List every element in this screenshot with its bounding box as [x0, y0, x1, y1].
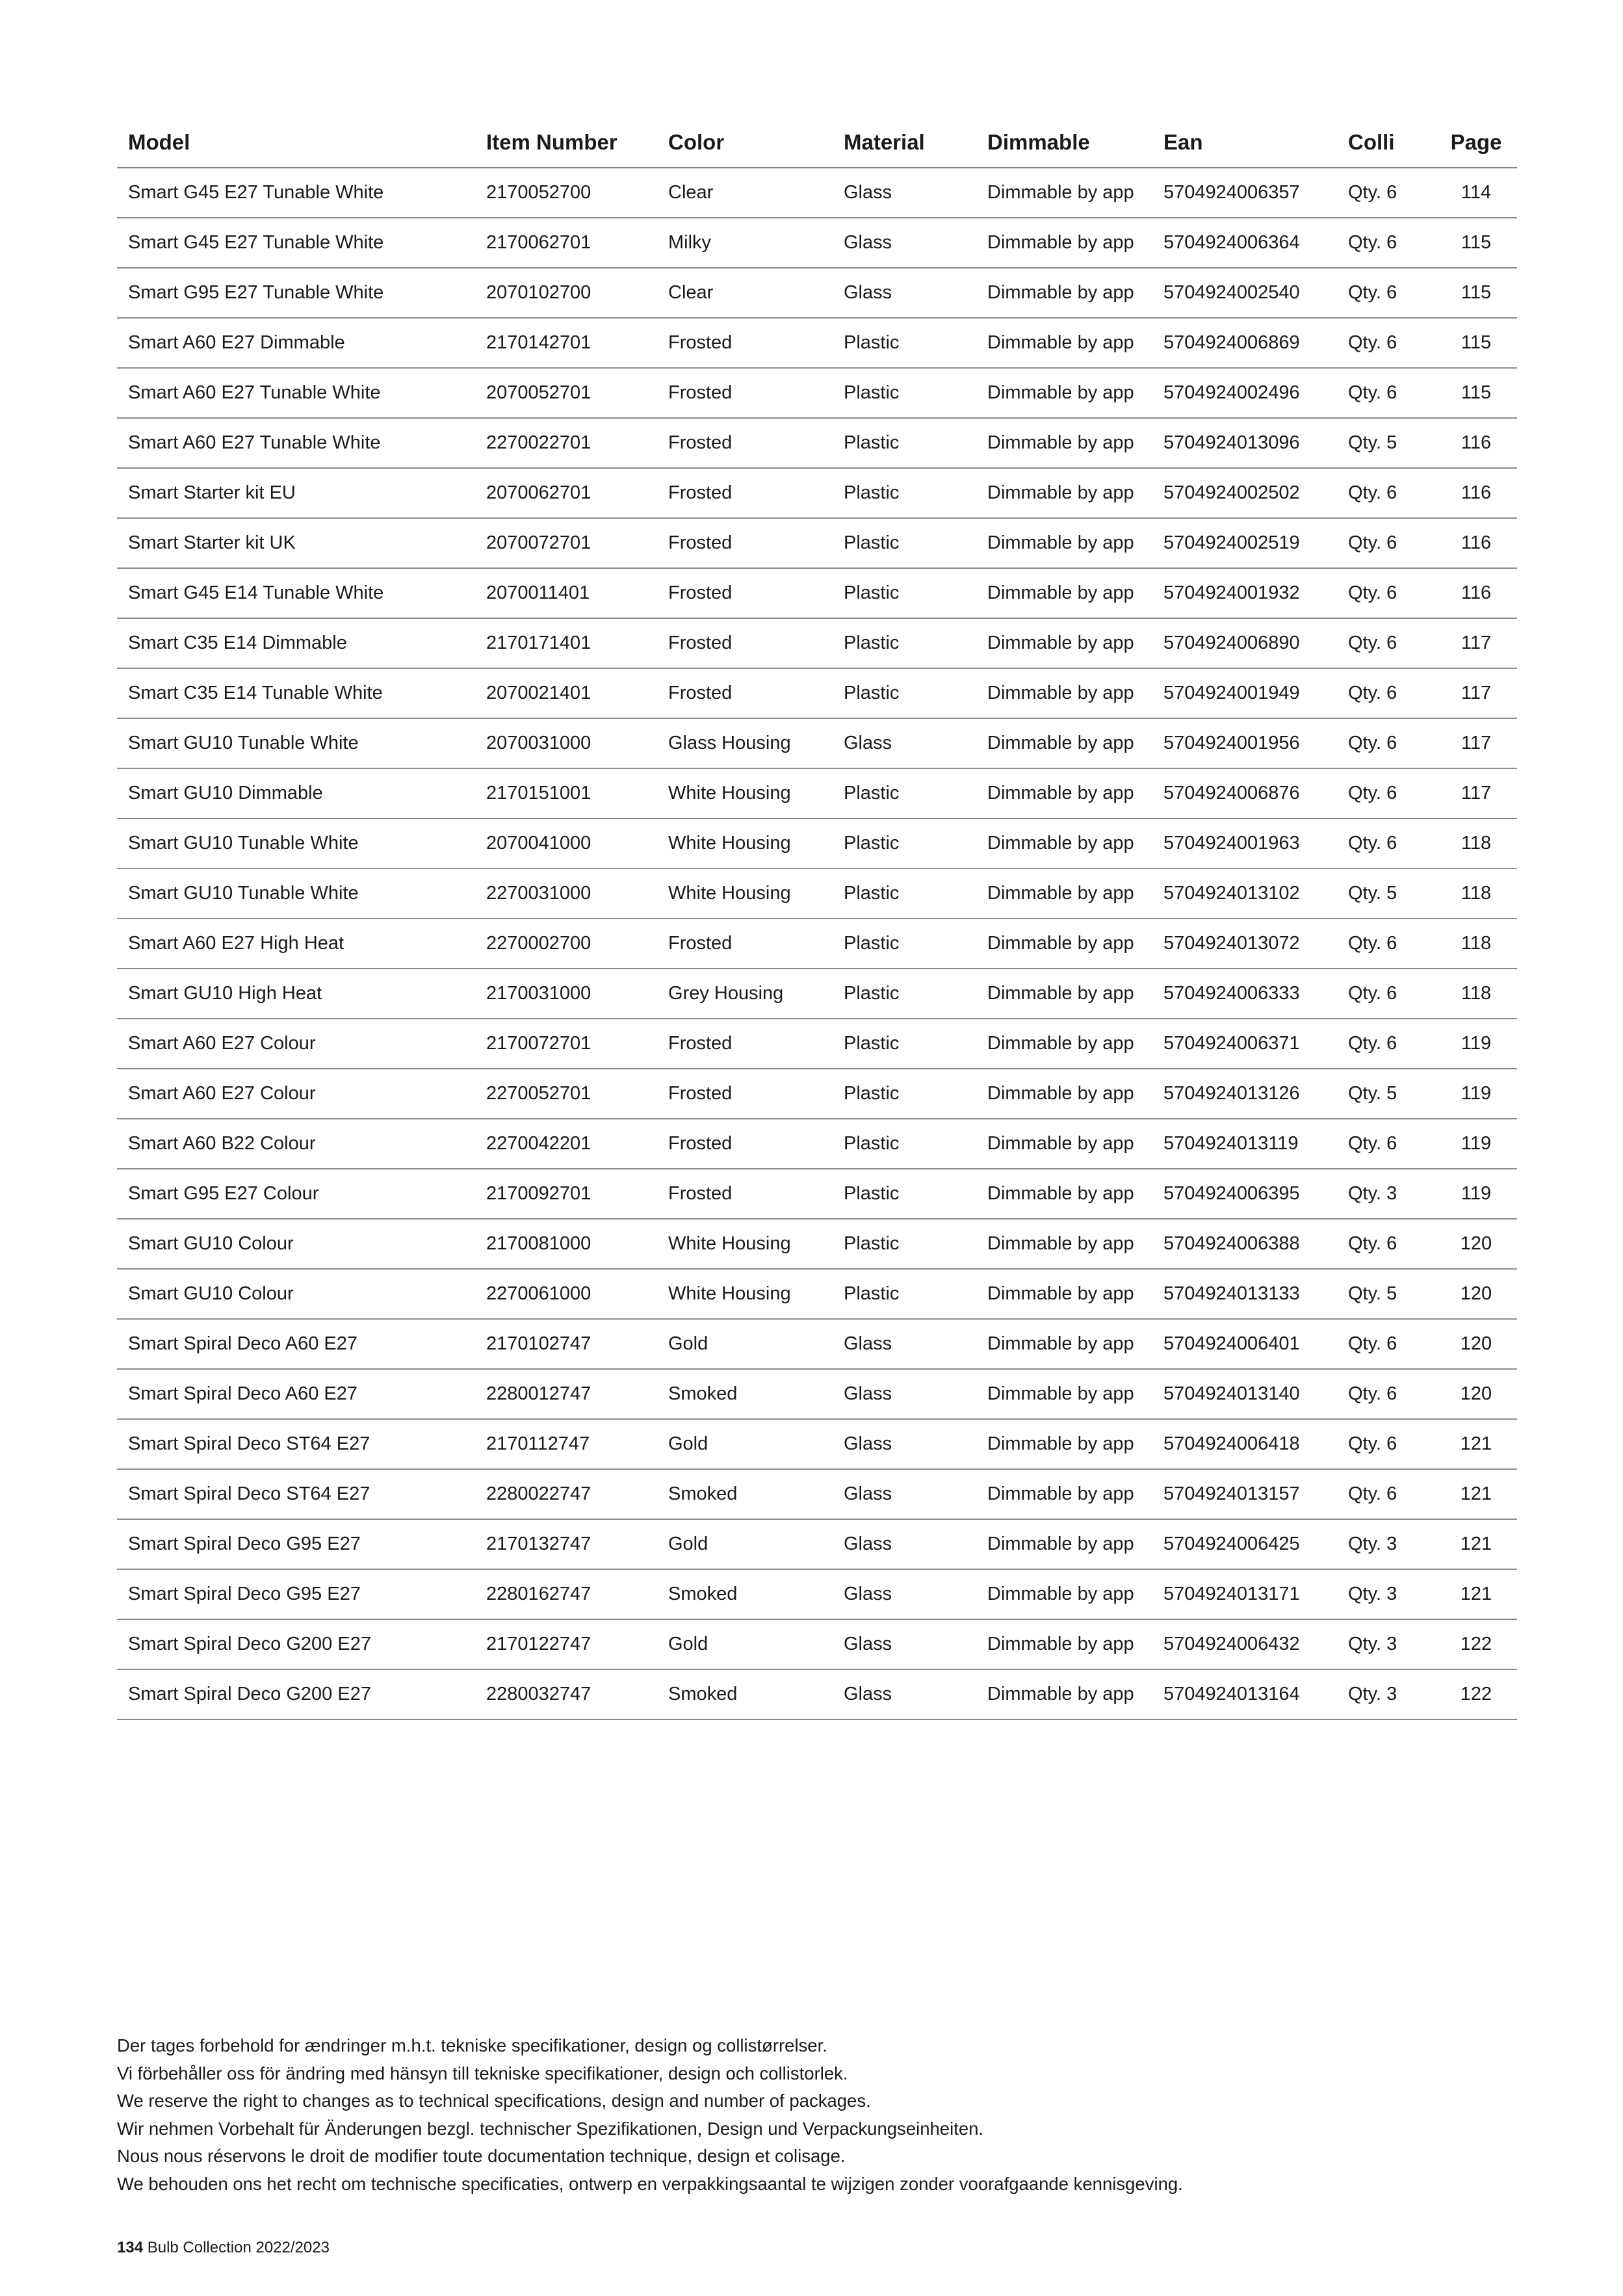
table-row: [117, 1069, 1517, 1119]
cell-page: 119: [1435, 1119, 1517, 1169]
cell-colli: Qty. 6: [1337, 1419, 1435, 1469]
cell-ean: 5704924006425: [1152, 1519, 1337, 1569]
table-row: [117, 1419, 1517, 1469]
cell-dimmable: Dimmable by app: [976, 969, 1152, 1019]
cell-material: Plastic: [833, 868, 976, 919]
header-model: Model: [117, 117, 475, 168]
cell-color: Gold: [657, 1519, 833, 1569]
cell-model: Smart C35 E14 Tunable White: [117, 668, 475, 718]
cell-item-number: 2270061000: [475, 1269, 657, 1319]
table-row: [117, 919, 1517, 969]
cell-ean: 5704924006890: [1152, 618, 1337, 668]
cell-ean: 5704924006333: [1152, 969, 1337, 1019]
cell-colli: Qty. 6: [1337, 268, 1435, 318]
cell-item-number: 2170151001: [475, 768, 657, 818]
cell-ean: 5704924002519: [1152, 518, 1337, 568]
cell-material: Plastic: [833, 518, 976, 568]
table-row: [117, 418, 1517, 468]
cell-item-number: 2070062701: [475, 468, 657, 518]
cell-colli: Qty. 6: [1337, 1019, 1435, 1069]
cell-dimmable: Dimmable by app: [976, 618, 1152, 668]
cell-colli: Qty. 6: [1337, 368, 1435, 418]
table-row: [117, 368, 1517, 418]
cell-color: Smoked: [657, 1669, 833, 1719]
cell-color: Frosted: [657, 668, 833, 718]
page-number: 134: [117, 2239, 144, 2256]
cell-item-number: 2170122747: [475, 1619, 657, 1669]
cell-ean: 5704924013140: [1152, 1369, 1337, 1419]
cell-dimmable: Dimmable by app: [976, 1019, 1152, 1069]
cell-ean: 5704924013096: [1152, 418, 1337, 468]
cell-model: Smart A60 E27 Colour: [117, 1019, 475, 1069]
cell-page: 121: [1435, 1419, 1517, 1469]
cell-model: Smart Spiral Deco G95 E27: [117, 1569, 475, 1619]
cell-page: 117: [1435, 768, 1517, 818]
cell-page: 115: [1435, 268, 1517, 318]
cell-colli: Qty. 3: [1337, 1169, 1435, 1219]
cell-dimmable: Dimmable by app: [976, 768, 1152, 818]
cell-page: 116: [1435, 418, 1517, 468]
table-header-row: [117, 117, 1517, 168]
cell-material: Plastic: [833, 1219, 976, 1269]
cell-model: Smart G95 E27 Colour: [117, 1169, 475, 1219]
cell-item-number: 2070041000: [475, 818, 657, 868]
cell-material: Glass: [833, 1369, 976, 1419]
cell-dimmable: Dimmable by app: [976, 1519, 1152, 1569]
cell-ean: 5704924013102: [1152, 868, 1337, 919]
cell-material: Glass: [833, 1569, 976, 1619]
cell-item-number: 2270042201: [475, 1119, 657, 1169]
cell-page: 117: [1435, 618, 1517, 668]
cell-item-number: 2270031000: [475, 868, 657, 919]
cell-item-number: 2170112747: [475, 1419, 657, 1469]
cell-model: Smart GU10 Colour: [117, 1269, 475, 1319]
cell-colli: Qty. 6: [1337, 168, 1435, 218]
cell-colli: Qty. 6: [1337, 768, 1435, 818]
cell-ean: 5704924013119: [1152, 1119, 1337, 1169]
table-row: [117, 618, 1517, 668]
cell-item-number: 2170142701: [475, 318, 657, 368]
disclaimer-line-nl: We behouden ons het recht om technische specificaties, ontwerp en verpakkingsaantal te wijzigen zonder voorafgaande kennisgeving.: [117, 2173, 1183, 2194]
cell-model: Smart A60 E27 Tunable White: [117, 368, 475, 418]
cell-colli: Qty. 6: [1337, 1469, 1435, 1519]
cell-material: Glass: [833, 168, 976, 218]
cell-color: Frosted: [657, 418, 833, 468]
cell-item-number: 2270022701: [475, 418, 657, 468]
cell-color: Glass Housing: [657, 718, 833, 768]
cell-color: Gold: [657, 1419, 833, 1469]
cell-ean: 5704924006364: [1152, 218, 1337, 268]
cell-ean: 5704924001956: [1152, 718, 1337, 768]
cell-color: White Housing: [657, 868, 833, 919]
cell-colli: Qty. 5: [1337, 1069, 1435, 1119]
header-ean: Ean: [1152, 117, 1337, 168]
cell-page: 118: [1435, 818, 1517, 868]
cell-color: White Housing: [657, 1219, 833, 1269]
cell-dimmable: Dimmable by app: [976, 1319, 1152, 1369]
cell-material: Plastic: [833, 618, 976, 668]
cell-dimmable: Dimmable by app: [976, 368, 1152, 418]
cell-ean: 5704924006869: [1152, 318, 1337, 368]
table-row: [117, 718, 1517, 768]
cell-color: Frosted: [657, 1119, 833, 1169]
cell-dimmable: Dimmable by app: [976, 1469, 1152, 1519]
cell-model: Smart A60 E27 High Heat: [117, 919, 475, 969]
cell-item-number: 2170081000: [475, 1219, 657, 1269]
cell-item-number: 2070021401: [475, 668, 657, 718]
cell-color: Smoked: [657, 1369, 833, 1419]
cell-page: 122: [1435, 1669, 1517, 1719]
cell-dimmable: Dimmable by app: [976, 418, 1152, 468]
disclaimer-line-sv: Vi förbehåller oss för ändring med hänsyn till tekniske specifikationer, design och collistorlek.: [117, 2063, 848, 2083]
cell-page: 116: [1435, 518, 1517, 568]
table-row: [117, 818, 1517, 868]
cell-material: Plastic: [833, 1119, 976, 1169]
cell-model: Smart G45 E27 Tunable White: [117, 168, 475, 218]
disclaimer-line-de: Wir nehmen Vorbehalt für Änderungen bezgl. technischer Spezifikationen, Design und Verpackungseinheiten.: [117, 2118, 984, 2139]
cell-dimmable: Dimmable by app: [976, 1269, 1152, 1319]
cell-page: 119: [1435, 1019, 1517, 1069]
cell-model: Smart GU10 Tunable White: [117, 818, 475, 868]
cell-page: 120: [1435, 1319, 1517, 1369]
cell-material: Glass: [833, 1319, 976, 1369]
header-color: Color: [657, 117, 833, 168]
cell-material: Glass: [833, 218, 976, 268]
cell-ean: 5704924006395: [1152, 1169, 1337, 1219]
cell-ean: 5704924006876: [1152, 768, 1337, 818]
cell-model: Smart GU10 Tunable White: [117, 868, 475, 919]
cell-page: 116: [1435, 568, 1517, 618]
cell-color: Frosted: [657, 1019, 833, 1069]
cell-model: Smart Spiral Deco ST64 E27: [117, 1469, 475, 1519]
table-row: [117, 1119, 1517, 1169]
cell-model: Smart Spiral Deco G95 E27: [117, 1519, 475, 1569]
cell-dimmable: Dimmable by app: [976, 919, 1152, 969]
cell-model: Smart A60 E27 Dimmable: [117, 318, 475, 368]
cell-material: Glass: [833, 1419, 976, 1469]
cell-colli: Qty. 6: [1337, 218, 1435, 268]
disclaimer-line-en: We reserve the right to changes as to technical specifications, design and number of packages.: [117, 2091, 871, 2111]
cell-page: 117: [1435, 668, 1517, 718]
table-row: [117, 1469, 1517, 1519]
cell-item-number: 2170132747: [475, 1519, 657, 1569]
cell-colli: Qty. 6: [1337, 618, 1435, 668]
cell-color: Frosted: [657, 919, 833, 969]
cell-colli: Qty. 6: [1337, 718, 1435, 768]
cell-material: Glass: [833, 1469, 976, 1519]
publication-title: Bulb Collection 2022/2023: [147, 2239, 330, 2256]
cell-model: Smart GU10 High Heat: [117, 969, 475, 1019]
cell-color: Smoked: [657, 1569, 833, 1619]
cell-page: 115: [1435, 368, 1517, 418]
cell-color: Smoked: [657, 1469, 833, 1519]
cell-colli: Qty. 6: [1337, 668, 1435, 718]
cell-material: Plastic: [833, 468, 976, 518]
cell-model: Smart Starter kit UK: [117, 518, 475, 568]
cell-page: 119: [1435, 1069, 1517, 1119]
cell-page: 117: [1435, 718, 1517, 768]
cell-color: Gold: [657, 1619, 833, 1669]
cell-page: 121: [1435, 1469, 1517, 1519]
table-row: [117, 1519, 1517, 1569]
table-row: [117, 1219, 1517, 1269]
cell-dimmable: Dimmable by app: [976, 318, 1152, 368]
cell-item-number: 2170052700: [475, 168, 657, 218]
cell-dimmable: Dimmable by app: [976, 168, 1152, 218]
table-row: [117, 1619, 1517, 1669]
cell-model: Smart G95 E27 Tunable White: [117, 268, 475, 318]
cell-ean: 5704924013133: [1152, 1269, 1337, 1319]
cell-material: Glass: [833, 718, 976, 768]
table-row: [117, 168, 1517, 218]
table-row: [117, 668, 1517, 718]
cell-item-number: 2280032747: [475, 1669, 657, 1719]
cell-page: 119: [1435, 1169, 1517, 1219]
cell-colli: Qty. 6: [1337, 1119, 1435, 1169]
cell-material: Plastic: [833, 969, 976, 1019]
cell-dimmable: Dimmable by app: [976, 1419, 1152, 1469]
cell-ean: 5704924013171: [1152, 1569, 1337, 1619]
cell-item-number: 2280022747: [475, 1469, 657, 1519]
cell-dimmable: Dimmable by app: [976, 818, 1152, 868]
cell-colli: Qty. 6: [1337, 818, 1435, 868]
cell-item-number: 2170031000: [475, 969, 657, 1019]
cell-dimmable: Dimmable by app: [976, 1169, 1152, 1219]
cell-ean: 5704924013164: [1152, 1669, 1337, 1719]
cell-material: Plastic: [833, 1069, 976, 1119]
cell-ean: 5704924001932: [1152, 568, 1337, 618]
cell-colli: Qty. 6: [1337, 318, 1435, 368]
cell-model: Smart Spiral Deco G200 E27: [117, 1619, 475, 1669]
header-colli: Colli: [1337, 117, 1435, 168]
header-material: Material: [833, 117, 976, 168]
header-page: Page: [1435, 117, 1517, 168]
cell-ean: 5704924013072: [1152, 919, 1337, 969]
cell-material: Glass: [833, 1669, 976, 1719]
cell-page: 118: [1435, 919, 1517, 969]
table-row: [117, 218, 1517, 268]
cell-item-number: 2170171401: [475, 618, 657, 668]
cell-model: Smart Starter kit EU: [117, 468, 475, 518]
cell-item-number: 2070011401: [475, 568, 657, 618]
cell-page: 118: [1435, 868, 1517, 919]
cell-dimmable: Dimmable by app: [976, 218, 1152, 268]
cell-dimmable: Dimmable by app: [976, 1569, 1152, 1619]
cell-dimmable: Dimmable by app: [976, 568, 1152, 618]
cell-color: Clear: [657, 168, 833, 218]
cell-item-number: 2070031000: [475, 718, 657, 768]
cell-colli: Qty. 5: [1337, 418, 1435, 468]
cell-model: Smart C35 E14 Dimmable: [117, 618, 475, 668]
cell-dimmable: Dimmable by app: [976, 1119, 1152, 1169]
cell-page: 121: [1435, 1519, 1517, 1569]
cell-ean: 5704924006401: [1152, 1319, 1337, 1369]
cell-item-number: 2280012747: [475, 1369, 657, 1419]
cell-page: 121: [1435, 1569, 1517, 1619]
header-item-number: Item Number: [475, 117, 657, 168]
cell-ean: 5704924006388: [1152, 1219, 1337, 1269]
cell-color: Milky: [657, 218, 833, 268]
cell-colli: Qty. 6: [1337, 518, 1435, 568]
cell-colli: Qty. 5: [1337, 868, 1435, 919]
cell-page: 115: [1435, 318, 1517, 368]
cell-colli: Qty. 6: [1337, 1319, 1435, 1369]
cell-model: Smart GU10 Tunable White: [117, 718, 475, 768]
cell-dimmable: Dimmable by app: [976, 718, 1152, 768]
cell-dimmable: Dimmable by app: [976, 668, 1152, 718]
cell-item-number: 2170062701: [475, 218, 657, 268]
cell-item-number: 2070102700: [475, 268, 657, 318]
cell-dimmable: Dimmable by app: [976, 518, 1152, 568]
cell-page: 122: [1435, 1619, 1517, 1669]
cell-ean: 5704924006357: [1152, 168, 1337, 218]
cell-material: Glass: [833, 1619, 976, 1669]
cell-color: White Housing: [657, 818, 833, 868]
table-row: [117, 969, 1517, 1019]
cell-material: Plastic: [833, 1269, 976, 1319]
cell-color: Frosted: [657, 618, 833, 668]
cell-ean: 5704924006418: [1152, 1419, 1337, 1469]
disclaimer: [117, 2032, 1183, 2198]
cell-material: Plastic: [833, 418, 976, 468]
cell-page: 118: [1435, 969, 1517, 1019]
cell-color: Grey Housing: [657, 969, 833, 1019]
cell-page: 120: [1435, 1269, 1517, 1319]
cell-color: White Housing: [657, 768, 833, 818]
cell-model: Smart G45 E27 Tunable White: [117, 218, 475, 268]
cell-colli: Qty. 3: [1337, 1519, 1435, 1569]
table-row: [117, 868, 1517, 919]
cell-material: Plastic: [833, 568, 976, 618]
table-row: [117, 318, 1517, 368]
cell-dimmable: Dimmable by app: [976, 1219, 1152, 1269]
cell-page: 120: [1435, 1219, 1517, 1269]
table-row: [117, 468, 1517, 518]
cell-dimmable: Dimmable by app: [976, 1619, 1152, 1669]
cell-dimmable: Dimmable by app: [976, 1069, 1152, 1119]
cell-colli: Qty. 6: [1337, 919, 1435, 969]
disclaimer-line-fr: Nous nous réservons le droit de modifier toute documentation technique, design et colisage.: [117, 2146, 846, 2166]
cell-item-number: 2280162747: [475, 1569, 657, 1619]
cell-colli: Qty. 3: [1337, 1569, 1435, 1619]
cell-item-number: 2170102747: [475, 1319, 657, 1369]
cell-colli: Qty. 6: [1337, 568, 1435, 618]
disclaimer-line-da: Der tages forbehold for ændringer m.h.t. tekniske specifikationer, design og collistørrelser.: [117, 2035, 827, 2055]
cell-color: White Housing: [657, 1269, 833, 1319]
cell-colli: Qty. 6: [1337, 1369, 1435, 1419]
header-dimmable: Dimmable: [976, 117, 1152, 168]
table-row: [117, 1269, 1517, 1319]
cell-dimmable: Dimmable by app: [976, 468, 1152, 518]
cell-dimmable: Dimmable by app: [976, 1369, 1152, 1419]
cell-page: 115: [1435, 218, 1517, 268]
cell-model: Smart GU10 Dimmable: [117, 768, 475, 818]
cell-model: Smart Spiral Deco ST64 E27: [117, 1419, 475, 1469]
cell-model: Smart A60 E27 Tunable White: [117, 418, 475, 468]
cell-model: Smart G45 E14 Tunable White: [117, 568, 475, 618]
cell-material: Plastic: [833, 318, 976, 368]
page-footer: [117, 2239, 330, 2257]
cell-colli: Qty. 6: [1337, 1219, 1435, 1269]
cell-material: Plastic: [833, 919, 976, 969]
cell-ean: 5704924002502: [1152, 468, 1337, 518]
cell-item-number: 2070072701: [475, 518, 657, 568]
cell-page: 116: [1435, 468, 1517, 518]
cell-color: Gold: [657, 1319, 833, 1369]
cell-item-number: 2170072701: [475, 1019, 657, 1069]
cell-material: Plastic: [833, 768, 976, 818]
cell-color: Frosted: [657, 368, 833, 418]
cell-material: Plastic: [833, 818, 976, 868]
cell-material: Glass: [833, 268, 976, 318]
cell-color: Frosted: [657, 518, 833, 568]
cell-colli: Qty. 6: [1337, 468, 1435, 518]
cell-ean: 5704924006371: [1152, 1019, 1337, 1069]
table-row: [117, 1669, 1517, 1719]
cell-color: Frosted: [657, 318, 833, 368]
cell-ean: 5704924001963: [1152, 818, 1337, 868]
cell-ean: 5704924013126: [1152, 1069, 1337, 1119]
cell-colli: Qty. 3: [1337, 1669, 1435, 1719]
cell-material: Plastic: [833, 368, 976, 418]
table-row: [117, 1569, 1517, 1619]
table-row: [117, 568, 1517, 618]
cell-ean: 5704924001949: [1152, 668, 1337, 718]
cell-material: Plastic: [833, 668, 976, 718]
cell-model: Smart Spiral Deco G200 E27: [117, 1669, 475, 1719]
cell-ean: 5704924002540: [1152, 268, 1337, 318]
cell-model: Smart Spiral Deco A60 E27: [117, 1319, 475, 1369]
table-row: [117, 768, 1517, 818]
cell-color: Frosted: [657, 1069, 833, 1119]
cell-material: Plastic: [833, 1019, 976, 1069]
product-table: [117, 117, 1517, 1720]
cell-model: Smart Spiral Deco A60 E27: [117, 1369, 475, 1419]
table-row: [117, 268, 1517, 318]
cell-page: 114: [1435, 168, 1517, 218]
cell-dimmable: Dimmable by app: [976, 1669, 1152, 1719]
cell-model: Smart A60 E27 Colour: [117, 1069, 475, 1119]
cell-color: Frosted: [657, 568, 833, 618]
table-row: [117, 1369, 1517, 1419]
table-row: [117, 1169, 1517, 1219]
table-row: [117, 1019, 1517, 1069]
cell-ean: 5704924002496: [1152, 368, 1337, 418]
cell-model: Smart GU10 Colour: [117, 1219, 475, 1269]
cell-colli: Qty. 6: [1337, 969, 1435, 1019]
cell-material: Glass: [833, 1519, 976, 1569]
cell-item-number: 2070052701: [475, 368, 657, 418]
cell-color: Frosted: [657, 1169, 833, 1219]
cell-ean: 5704924013157: [1152, 1469, 1337, 1519]
cell-color: Frosted: [657, 468, 833, 518]
cell-dimmable: Dimmable by app: [976, 868, 1152, 919]
cell-page: 120: [1435, 1369, 1517, 1419]
cell-dimmable: Dimmable by app: [976, 268, 1152, 318]
cell-color: Clear: [657, 268, 833, 318]
cell-colli: Qty. 5: [1337, 1269, 1435, 1319]
cell-ean: 5704924006432: [1152, 1619, 1337, 1669]
cell-model: Smart A60 B22 Colour: [117, 1119, 475, 1169]
cell-colli: Qty. 3: [1337, 1619, 1435, 1669]
table-row: [117, 1319, 1517, 1369]
cell-item-number: 2170092701: [475, 1169, 657, 1219]
table-row: [117, 518, 1517, 568]
cell-item-number: 2270002700: [475, 919, 657, 969]
cell-material: Plastic: [833, 1169, 976, 1219]
cell-item-number: 2270052701: [475, 1069, 657, 1119]
